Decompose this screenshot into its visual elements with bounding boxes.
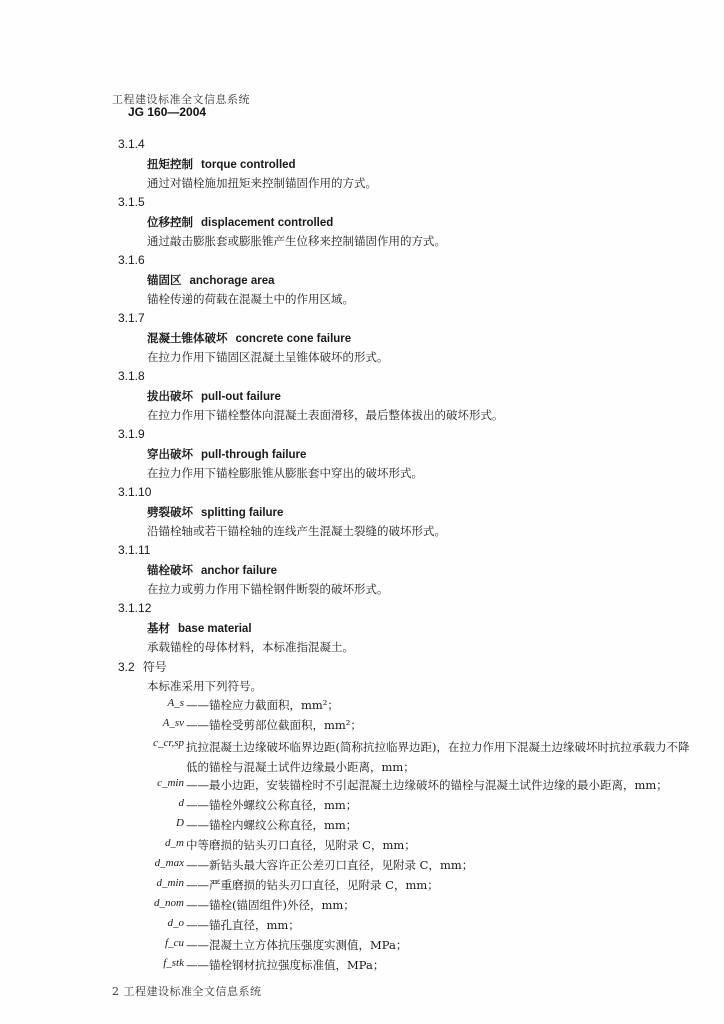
term-en: pull-through failure xyxy=(201,449,307,461)
term-cn: 劈裂破坏 xyxy=(147,505,193,519)
term-definition: 在拉力作用下锚栓膨胀锥从膨胀套中穿出的破坏形式。 xyxy=(147,466,423,480)
term-entry xyxy=(0,543,724,601)
symbol-row xyxy=(0,877,724,897)
term-heading xyxy=(147,446,306,462)
term-definition: 在拉力作用下锚固区混凝土呈锥体破坏的形式。 xyxy=(147,350,389,364)
symbol-row xyxy=(0,797,724,817)
symbol-description: ——锚栓应力截面积，mm²； xyxy=(186,698,339,712)
term-heading xyxy=(147,330,351,346)
symbol: A_s xyxy=(167,697,184,709)
symbol: f_stk xyxy=(163,957,184,969)
watermark-footer-text: 工程建设标准全文信息系统 xyxy=(123,985,262,998)
term-en: displacement controlled xyxy=(201,217,334,229)
term-en: pull-out failure xyxy=(201,391,281,403)
symbol: d_o xyxy=(167,917,184,929)
term-definition: 通过对锚栓施加扭矩来控制锚固作用的方式。 xyxy=(147,176,377,190)
symbol-row xyxy=(0,857,724,877)
symbol-description: ——锚栓(锚固组件)外径，mm； xyxy=(186,898,355,912)
term-heading xyxy=(147,620,252,636)
term-definition: 通过敲击膨胀套或膨胀锥产生位移来控制锚固作用的方式。 xyxy=(147,234,446,248)
term-heading xyxy=(147,272,275,288)
term-entry xyxy=(0,137,724,195)
clause-number: 3.1.9 xyxy=(118,427,145,441)
term-entry xyxy=(0,485,724,543)
term-heading xyxy=(147,388,281,404)
symbol-description: ——最小边距，安装锚栓时不引起混凝土边缘破坏的锚栓与混凝土试件边缘的最小距离，mm； xyxy=(186,778,668,792)
term-definition: 在拉力或剪力作用下锚栓钢件断裂的破坏形式。 xyxy=(147,582,389,596)
term-entry xyxy=(0,369,724,427)
symbol: d_min xyxy=(156,877,184,889)
symbol: d_max xyxy=(154,857,184,869)
symbol-row xyxy=(0,697,724,717)
symbol-row xyxy=(0,937,724,957)
symbol-row xyxy=(0,957,724,977)
term-entry xyxy=(0,601,724,659)
section-number: 3.2 xyxy=(118,660,135,674)
symbol: f_cu xyxy=(165,937,184,949)
term-entry xyxy=(0,427,724,485)
watermark-footer xyxy=(112,983,262,999)
symbol: c_min xyxy=(157,777,184,789)
symbol-row xyxy=(0,777,724,797)
symbol-row xyxy=(0,837,724,857)
symbol: A_sv xyxy=(162,717,184,729)
term-definition: 沿锚栓轴或若干锚栓轴的连线产生混凝土裂缝的破坏形式。 xyxy=(147,524,446,538)
term-cn: 基材 xyxy=(147,621,170,635)
symbol-row xyxy=(0,737,724,777)
symbol-description: ——新钻头最大容许正公差刃口直径，见附录 C，mm； xyxy=(186,858,474,872)
clause-number: 3.1.5 xyxy=(118,195,145,209)
clause-number: 3.1.11 xyxy=(118,543,151,557)
term-en: concrete cone failure xyxy=(235,333,352,345)
term-cn: 锚栓破坏 xyxy=(147,563,193,577)
symbol: d_m xyxy=(165,837,184,849)
watermark-header: 工程建设标准全文信息系统 xyxy=(112,93,250,106)
symbol-list xyxy=(0,697,724,977)
term-cn: 穿出破坏 xyxy=(147,447,193,461)
term-heading xyxy=(147,562,277,578)
section-title: 符号 xyxy=(142,660,167,674)
term-en: torque controlled xyxy=(201,159,296,171)
term-definition: 锚栓传递的荷载在混凝土中的作用区域。 xyxy=(147,292,354,306)
term-heading xyxy=(147,214,333,230)
clause-number: 3.1.8 xyxy=(118,369,145,383)
symbol-description: ——锚孔直径，mm； xyxy=(186,918,300,932)
clause-number: 3.1.12 xyxy=(118,601,152,615)
term-heading xyxy=(147,504,283,520)
symbol: d_nom xyxy=(154,897,184,909)
symbol-description: 抗拉混凝土边缘破坏临界边距(简称抗拉临界边距)，在拉力作用下混凝土边缘破坏时抗拉承载力不降低的锚栓与混凝土试件边缘最小距离，mm； xyxy=(186,740,690,774)
term-cn: 锚固区 xyxy=(147,273,182,287)
term-en: anchor failure xyxy=(201,565,278,577)
term-entry xyxy=(0,311,724,369)
clause-number: 3.1.6 xyxy=(118,253,145,267)
term-definition: 在拉力作用下锚栓整体向混凝土表面滑移，最后整体拔出的破坏形式。 xyxy=(147,408,504,422)
symbol-description: ——锚栓钢材抗拉强度标准值，MPa； xyxy=(186,958,385,972)
symbol-description: ——混凝土立方体抗压强度实测值，MPa； xyxy=(186,938,408,952)
term-cn: 扭矩控制 xyxy=(147,157,193,171)
section-intro: 本标准采用下列符号。 xyxy=(147,679,262,693)
term-entry xyxy=(0,253,724,311)
symbol-description: 中等磨损的钻头刃口直径，见附录 C，mm； xyxy=(186,838,416,852)
term-en: splitting failure xyxy=(201,507,284,519)
symbol-row xyxy=(0,897,724,917)
symbol-description: ——锚栓内螺纹公称直径，mm； xyxy=(186,818,358,832)
term-entry xyxy=(0,195,724,253)
term-definition: 承载锚栓的母体材料，本标准指混凝土。 xyxy=(147,640,354,654)
symbol-row xyxy=(0,917,724,937)
standard-code: JG 160—2004 xyxy=(128,105,207,119)
symbol-description: ——锚栓受剪部位截面积，mm²； xyxy=(186,718,362,732)
term-cn: 拔出破坏 xyxy=(147,389,193,403)
symbol: c_cr,sp xyxy=(153,737,184,749)
symbol: d xyxy=(178,797,184,809)
symbol-description: ——严重磨损的钻头刃口直径，见附录 C，mm； xyxy=(186,878,439,892)
term-cn: 混凝土锥体破坏 xyxy=(147,331,228,345)
symbol: D xyxy=(176,817,184,829)
symbol-row xyxy=(0,817,724,837)
clause-number: 3.1.10 xyxy=(118,485,152,499)
clause-number: 3.1.7 xyxy=(118,311,145,325)
term-definitions xyxy=(0,137,724,659)
term-cn: 位移控制 xyxy=(147,215,193,229)
page-number: 2 xyxy=(112,985,120,998)
symbol-description: ——锚栓外螺纹公称直径，mm； xyxy=(186,798,358,812)
term-en: base material xyxy=(178,623,252,635)
section-heading xyxy=(118,658,167,675)
term-en: anchorage area xyxy=(189,275,275,287)
symbol-row xyxy=(0,717,724,737)
term-heading xyxy=(147,156,296,172)
clause-number: 3.1.4 xyxy=(118,137,145,151)
